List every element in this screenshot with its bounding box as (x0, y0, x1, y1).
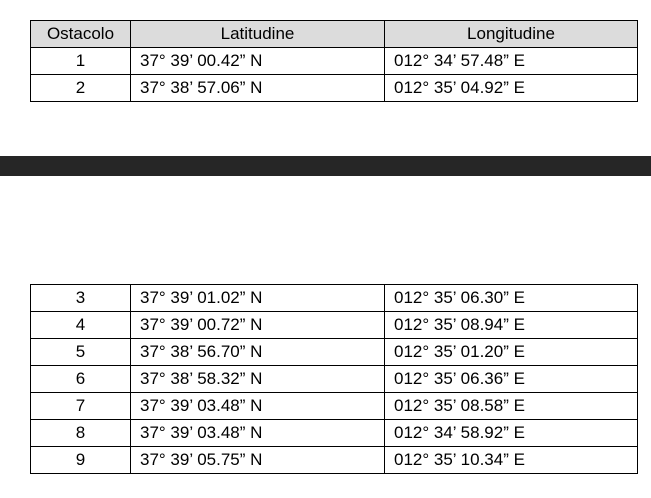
table-row (31, 312, 638, 339)
header-latitudine: Latitudine (131, 21, 385, 48)
obstacle-number: 2 (31, 75, 131, 102)
longitude-cell: 012° 35’ 01.20” E (385, 339, 638, 366)
obstacle-number: 1 (31, 48, 131, 75)
latitude-cell: 37° 38’ 58.32” N (131, 366, 385, 393)
latitude-cell: 37° 39’ 01.02” N (131, 285, 385, 312)
longitude-cell: 012° 34’ 57.48” E (385, 48, 638, 75)
table-row (31, 393, 638, 420)
latitude-cell: 37° 39’ 03.48” N (131, 420, 385, 447)
table-row (31, 75, 638, 102)
latitude-cell: 37° 39’ 00.72” N (131, 312, 385, 339)
longitude-cell: 012° 35’ 06.30” E (385, 285, 638, 312)
page-break-divider (0, 156, 651, 176)
latitude-cell: 37° 38’ 56.70” N (131, 339, 385, 366)
obstacle-number: 8 (31, 420, 131, 447)
longitude-cell: 012° 35’ 06.36” E (385, 366, 638, 393)
obstacle-table-bottom (30, 284, 638, 474)
obstacle-number: 9 (31, 447, 131, 474)
table-row (31, 285, 638, 312)
table-row (31, 339, 638, 366)
table-row (31, 48, 638, 75)
table-header-row (31, 21, 638, 48)
table-row (31, 447, 638, 474)
longitude-cell: 012° 34’ 58.92” E (385, 420, 638, 447)
table-row (31, 420, 638, 447)
latitude-cell: 37° 39’ 00.42” N (131, 48, 385, 75)
longitude-cell: 012° 35’ 10.34” E (385, 447, 638, 474)
obstacle-number: 7 (31, 393, 131, 420)
obstacle-number: 5 (31, 339, 131, 366)
latitude-cell: 37° 39’ 05.75” N (131, 447, 385, 474)
longitude-cell: 012° 35’ 08.58” E (385, 393, 638, 420)
longitude-cell: 012° 35’ 08.94” E (385, 312, 638, 339)
obstacle-number: 4 (31, 312, 131, 339)
table-row (31, 366, 638, 393)
latitude-cell: 37° 38’ 57.06” N (131, 75, 385, 102)
longitude-cell: 012° 35’ 04.92” E (385, 75, 638, 102)
obstacle-number: 3 (31, 285, 131, 312)
obstacle-table-top (30, 20, 638, 102)
latitude-cell: 37° 39’ 03.48” N (131, 393, 385, 420)
header-ostacolo: Ostacolo (31, 21, 131, 48)
header-longitudine: Longitudine (385, 21, 638, 48)
obstacle-number: 6 (31, 366, 131, 393)
